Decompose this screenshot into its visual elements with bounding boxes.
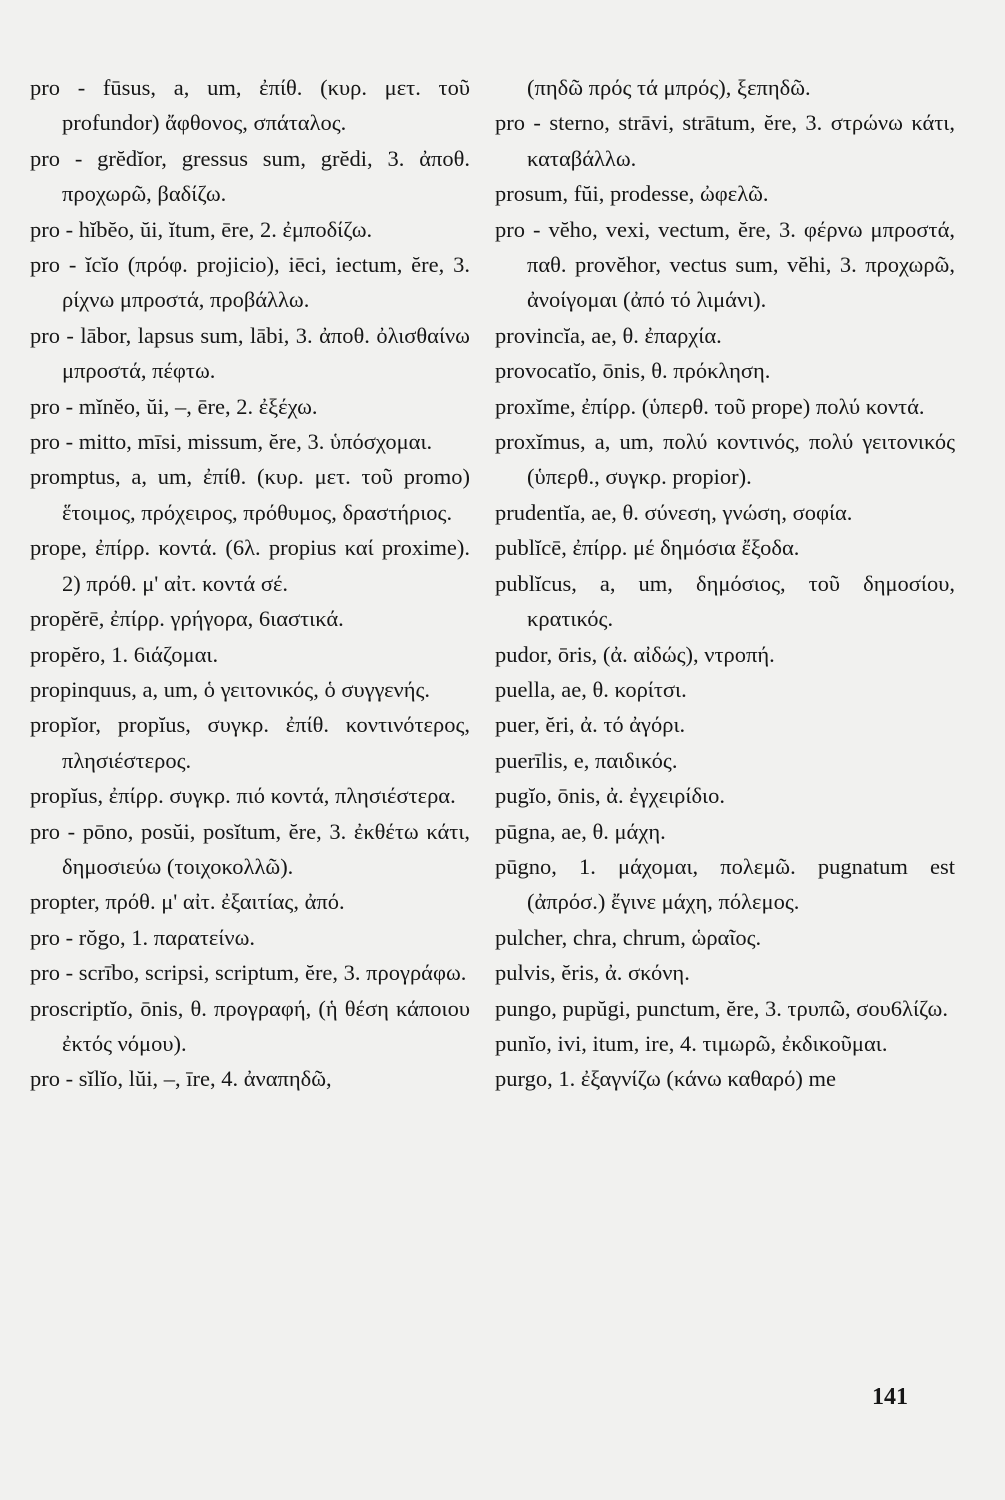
entry-puella: puella, ae, θ. κορίτσι. [495,676,687,702]
entry-pro-mineo: pro - mĭnĕo, ŭi, –, ēre, 2. ἐξέχω. [30,393,318,419]
entry-prosum: prosum, fŭi, prodesse, ὠφελῶ. [495,181,769,207]
entry-proscriptio: proscriptĭo, ōnis, θ. προγραφή, (ἡ θέση κάποιου ἐκτός νόμου). [30,995,470,1056]
entry-pro-icio: pro - ĭcĭo (πρόφ. projicio), iēci, iectum, ĕre, 3. ρίχνω μπροστά, προβάλλω. [30,252,470,313]
entry-pugna: pūgna, ae, θ. μάχη. [495,818,666,844]
entry-prudentia: prudentĭa, ae, θ. σύνεση, γνώση, σοφία. [495,499,853,525]
entry-punio: punĭo, ivi, itum, ire, 4. τιμωρῶ, ἐκδικοῦμαι. [495,1030,888,1056]
entry-propter: propter, πρόθ. μ' αἰτ. ἐξαιτίας, ἀπό. [30,889,345,915]
entry-pulcher: pulcher, chra, chrum, ὡραῖος. [495,924,762,950]
entry-publice: publĭcē, ἐπίρρ. μέ δημόσια ἔξοδα. [495,535,800,561]
entry-publicus: publĭcus, a, um, δημόσιος, τοῦ δημοσίου, κρατικός. [495,570,955,632]
entry-pungo: pungo, pupŭgi, punctum, ĕre, 3. τρυπῶ, σου6λίζω. [495,995,948,1021]
entry-pro-mitto: pro - mitto, mīsi, missum, ĕre, 3. ὑπόσχομαι. [30,429,433,455]
entry-pugno: pūgno, 1. μάχομαι, πολεμῶ. pugnatum est (ἀπρόσ.) ἔγινε μάχη, πόλεμος. [495,853,955,915]
entry-pudor: pudor, ōris, (ἀ. αἰδώς), ντροπή. [495,641,775,667]
entry-propinquus: propinquus, a, um, ὁ γειτονικός, ὁ συγγενής. [30,676,431,702]
entry-puer: puer, ĕri, ἀ. τό ἀγόρι. [495,712,686,738]
entry-pro-veho: pro - vĕho, vexi, vectum, ĕre, 3. φέρνω μπροστά, παθ. provĕhor, vectus sum, vĕhi, 3. προχωρῶ, ἀνοίγομαι (ἀπό τό λιμάνι). [495,216,955,313]
right-column [495,70,955,1097]
entry-provocatio: provocatĭo, ōnis, θ. πρόκληση. [495,358,771,384]
entry-propere: propĕrē, ἐπίρρ. γρήγορα, 6ιαστικά. [30,606,344,632]
entry-pugio: pugĭo, ōnis, ἀ. ἐγχειρίδιο. [495,783,725,809]
entry-pro-scribo: pro - scrībo, scripsi, scriptum, ĕre, 3. προγράφω. [30,960,467,986]
entry-propius: propĭus, ἐπίρρ. συγκρ. πιό κοντά, πλησιέστερα. [30,783,456,809]
entry-pro-pono: pro - pōno, posŭi, posĭtum, ĕre, 3. ἐκθέτω κάτι, δημοσιεύω (τοιχοκολλῶ). [30,818,470,879]
entry-pro-labor: pro - lābor, lapsus sum, lābi, 3. ἀποθ. ὀλισθαίνω μπροστά, πέφτω. [30,322,470,384]
entry-propero: propĕro, 1. 6ιάζομαι. [30,641,219,667]
entry-proximus: proxĭmus, a, um, πολύ κοντινός, πολύ γειτονικός (ὑπερθ., συγκρ. propior). [495,429,955,490]
entry-pro-sterno: pro - sterno, strāvi, strātum, ĕre, 3. στρώνω κάτι, καταβάλλω. [495,110,955,171]
entry-continuation: (πηδῶ πρός τά μπρός), ξεπηδῶ. [527,75,811,100]
entry-pro-hibeo: pro - hĭbĕo, ŭi, ĭtum, ēre, 2. ἐμποδίζω. [30,216,373,242]
entry-propior: propĭor, propĭus, συγκρ. ἐπίθ. κοντινότερος, πλησιέστερος. [30,712,470,773]
page-number: 141 [872,1384,908,1410]
entry-proxime: proxĭme, ἐπίρρ. (ὑπερθ. τοῦ prope) πολύ κοντά. [495,393,925,419]
entry-promptus: promptus, a, um, ἐπίθ. (κυρ. μετ. τοῦ promo) ἕτοιμος, πρόχειρος, πρόθυμος, δραστήριος. [30,464,470,525]
entry-provincia: provincĭa, ae, θ. ἐπαρχία. [495,322,722,348]
left-column [30,70,470,1097]
entry-puerilis: puerīlis, e, παιδικός. [495,747,678,773]
entry-purgo: purgo, 1. ἐξαγνίζω (κάνω καθαρό) me [495,1066,836,1092]
entry-prope: prope, ἐπίρρ. κοντά. (6λ. propius καί proxime). 2) πρόθ. μ' αἰτ. κοντά σέ. [30,535,470,596]
entry-pro-fusus: pro - fūsus, a, um, ἐπίθ. (κυρ. μετ. τοῦ profundor) ἄφθονος, σπάταλος. [30,75,470,136]
entry-pro-rogo: pro - rŏgo, 1. παρατείνω. [30,924,256,950]
entry-pulvis: pulvis, ĕris, ἀ. σκόνη. [495,960,690,986]
entry-pro-gredior: pro - grĕdĭor, gressus sum, grĕdi, 3. ἀποθ. προχωρῶ, βαδίζω. [30,145,470,207]
entry-pro-silio: pro - sĭlĭo, lŭi, –, īre, 4. ἀναπηδῶ, [30,1066,332,1092]
